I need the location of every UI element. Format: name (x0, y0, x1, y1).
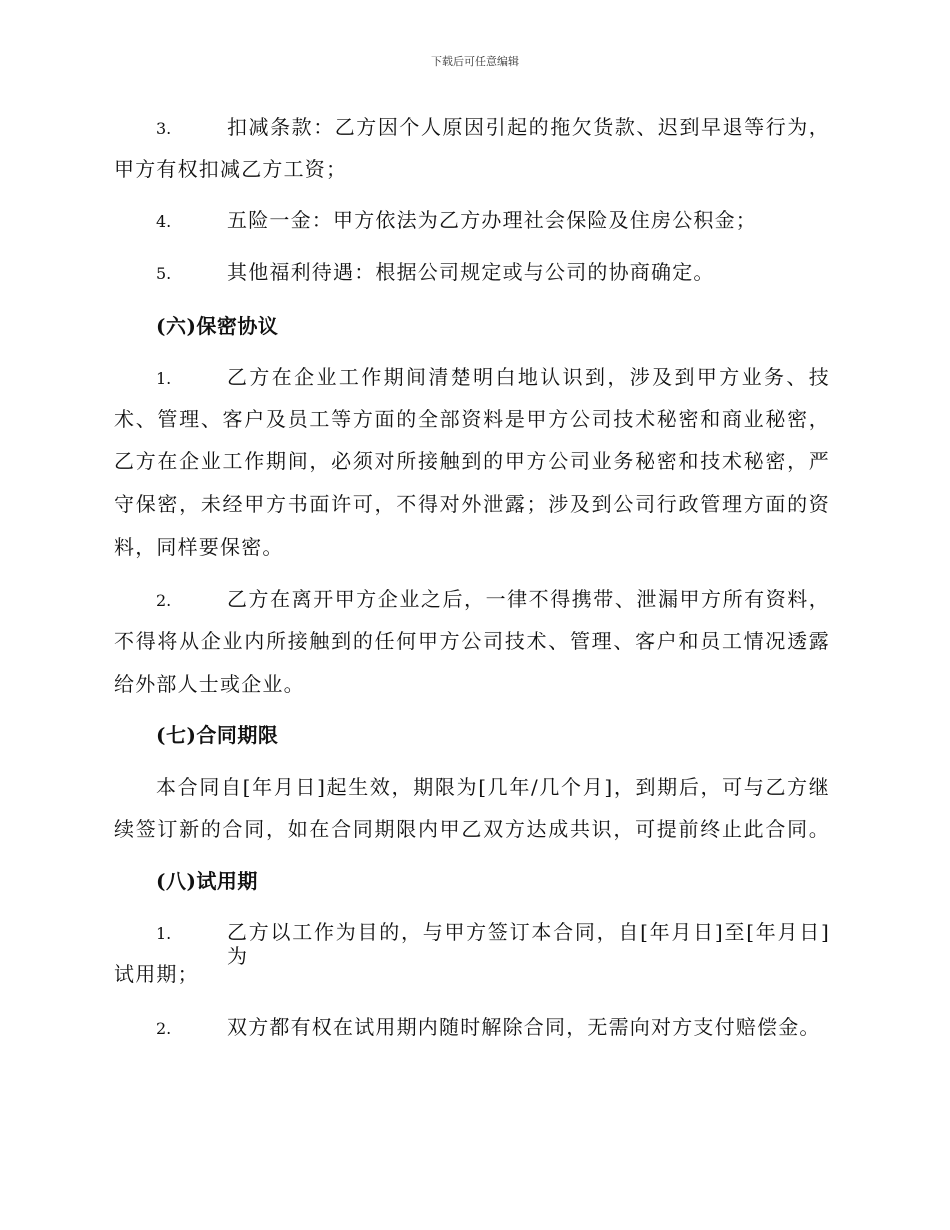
item-number: 4. (156, 212, 172, 231)
paragraph-line: 不得将从企业内所接触到的任何甲方公司技术、管理、客户和员工情况透露 (114, 629, 830, 653)
paragraph-line: 给外部人士或企业。 (114, 672, 305, 696)
item-text: 甲方有权扣减乙方工资； (114, 157, 348, 181)
paragraph-line: 双方都有权在试用期内随时解除合同，无需向对方支付赔偿金。 (227, 1015, 821, 1039)
paragraph-line: 术、管理、客户及员工等方面的全部资料是甲方公司技术秘密和商业秘密， (114, 407, 830, 431)
item-number: 2. (156, 1019, 172, 1038)
paragraph-line: 守保密，未经甲方书面许可，不得对外泄露；涉及到公司行政管理方面的资 (114, 492, 830, 516)
paragraph-line: 乙方以工作为目的，与甲方签订本合同，自[年月日]至[年月日]为 (227, 920, 830, 968)
page-header: 下载后可任意编辑 (431, 55, 519, 68)
paragraph-line: 本合同自[年月日]起生效，期限为[几年/几个月]，到期后，可与乙方继 (156, 775, 830, 799)
item-text: 五险一金：甲方依法为乙方办理社会保险及住房公积金； (227, 208, 757, 232)
item-text: 其他福利待遇：根据公司规定或与公司的协商确定。 (227, 260, 715, 284)
item-number: 5. (156, 264, 172, 283)
section-heading: (七)合同期限 (156, 723, 279, 747)
section-heading: (六)保密协议 (156, 314, 279, 338)
item-number: 1. (156, 924, 172, 943)
paragraph-line: 试用期； (114, 962, 199, 986)
section-heading: (八)试用期 (156, 869, 258, 893)
item-number: 2. (156, 591, 172, 610)
item-number: 1. (156, 369, 172, 388)
paragraph-line: 料，同样要保密。 (114, 535, 284, 559)
paragraph-line: 续签订新的合同，如在合同期限内甲乙双方达成共识，可提前终止此合同。 (114, 817, 830, 841)
paragraph-line: 乙方在离开甲方企业之后，一律不得携带、泄漏甲方所有资料， (227, 587, 830, 611)
paragraph-line: 乙方在企业工作期间，必须对所接触到的甲方公司业务秘密和技术秘密，严 (114, 449, 830, 473)
paragraph-line: 乙方在企业工作期间清楚明白地认识到，涉及到甲方业务、技 (227, 365, 830, 389)
item-text: 扣减条款：乙方因个人原因引起的拖欠货款、迟到早退等行为， (227, 115, 830, 139)
item-number: 3. (156, 119, 172, 138)
